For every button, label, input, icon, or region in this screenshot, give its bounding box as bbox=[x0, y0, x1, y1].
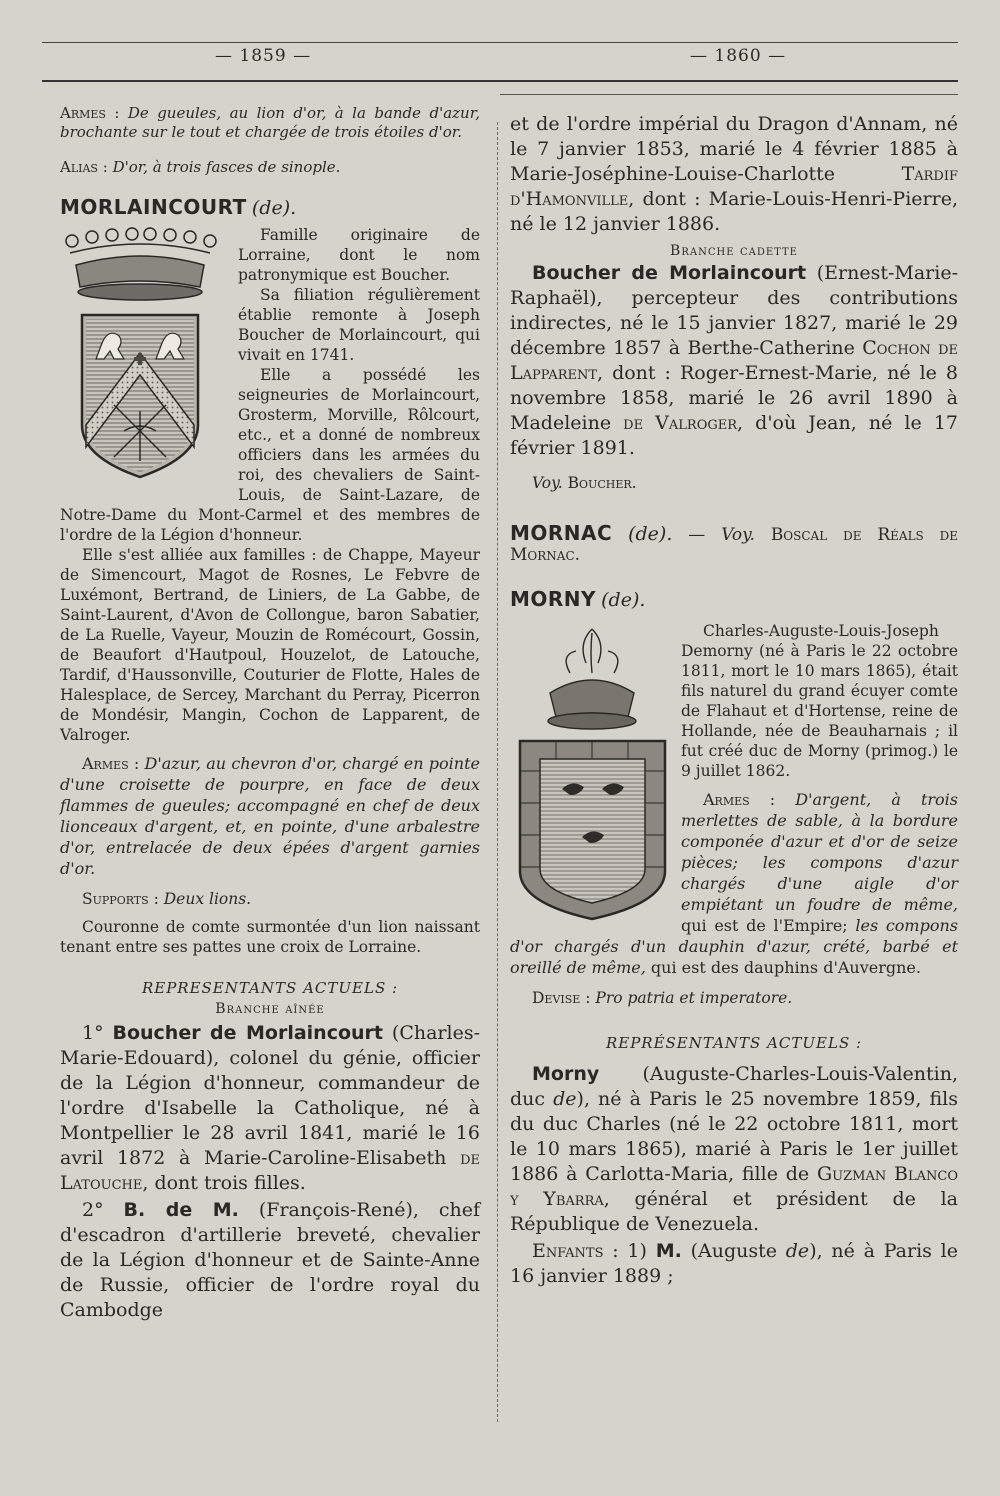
morlaincourt-armes: Armes : D'azur, au chevron d'or, chargé en pointe d'une croisette de pourpre, en face de deux flammes de gueules; accompagné en chef de deux lionceaux d'argent, et, en pointe, d'une arbalestre d'or, entrelacée de deux épées d'argent garnies d'or. bbox=[60, 754, 480, 878]
right-page-number: — 1860 — bbox=[690, 46, 787, 66]
item-1: 1° Boucher de Morlaincourt (Charles-Marie-Edouard), colonel du génie, officier de la Légion d'honneur, commandeur de l'ordre d'Isabelle la Catholique, né à Montpellier le 28 avril 1841, marié le 16 avril 1872 à Marie-Caroline-Elisabeth de Latouche, dont trois filles. bbox=[60, 1022, 480, 1194]
morlaincourt-alliances: Elle s'est alliée aux familles : de Chappe, Mayeur de Simencourt, Magot de Rosnes, Le Febvre de Luxémont, Bertrand, de Liniers, de La Gabbe, de Saint-Laurent, d'Avon de Collongue, baron Sabatier, de La Ruelle, Vayeur, Mouzin de Romécourt, Gossin, de Beaufort d'Hautpoul, Houzelot, de Latouche, Tardif, d'Haussonville, Couturier de Flotte, Hales de Halesplace, de Sercey, Marchant du Perray, Picerron de Mondésir, Mangin, Cochon de Lapparent, de Valroger. bbox=[60, 546, 480, 744]
count-crown-icon bbox=[66, 228, 216, 300]
morny-body bbox=[510, 621, 958, 978]
cadette-entry: Boucher de Morlaincourt (Ernest-Marie-Raphaël), percepteur des contributions indirectes, né le 15 janvier 1827, marié le 29 décembre 1857 à Berthe-Catherine Cochon de Lapparent, dont : Roger-Ernest-Marie, né le 8 novembre 1858, marié le 26 avril 1890 à Madeleine de Valroger, d'où Jean, né le 17 février 1891. bbox=[510, 262, 959, 459]
entry-heading: MORLAINCOURT (de). bbox=[60, 195, 297, 219]
item-2: 2° B. de M. (François-René), chef d'escadron d'artillerie breveté, chevalier de la Légion d'honneur et de Sainte-Anne de Russie, officier de l'ordre royal du Cambodge bbox=[60, 1199, 481, 1321]
voy-boucher: Voy. Boucher. bbox=[532, 474, 637, 492]
morny-intro: Charles-Auguste-Louis-Joseph Demorny (né à Paris le 22 octobre 1811, mort le 10 mars 1865), était fils naturel du grand écuyer comte de Flahaut et d'Hortense, reine de Hollande, née de Beauharnais ; il fut créé duc de Morny (primog.) le 9 juillet 1862. bbox=[681, 622, 958, 780]
ducal-arms-icon bbox=[510, 621, 675, 921]
top-rule bbox=[42, 42, 958, 43]
right-column bbox=[510, 112, 958, 1289]
column-divider bbox=[497, 122, 499, 1422]
branche-cadette-heading: Branche cadette bbox=[670, 243, 798, 259]
morlaincourt-intro: Famille originaire de Lorraine, dont le nom patronymique est Boucher. bbox=[238, 226, 480, 284]
representants-heading-left: REPRESENTANTS ACTUELS : bbox=[141, 979, 399, 997]
supports-line: Supports : Deux lions. bbox=[82, 890, 252, 908]
header-rule-right bbox=[500, 94, 958, 95]
enfants-line: Enfants : 1) M. (Auguste de), né à Paris le 16 janvier 1889 ; bbox=[510, 1240, 958, 1287]
morlaincourt-body bbox=[60, 225, 480, 745]
left-column bbox=[60, 104, 480, 1323]
morlaincourt-seigneuries: Elle a possédé les seigneuries de Morlaincourt, Grosterm, Morville, Rôlcourt, etc., et a donné de nombreux officiers dans les armées du roi, des chevaliers de Saint-Louis, de Saint-Lazare, de Notre-Dame du Mont-Carmel et des membres de l'ordre de la Légion d'honneur. bbox=[60, 366, 480, 544]
header-rule bbox=[42, 80, 958, 82]
continued-entry: et de l'ordre impérial du Dragon d'Annam, né le 7 janvier 1853, marié le 4 février 1885 à Marie-Joséphine-Louise-Charlotte Tardif d'Hamonville, dont : Marie-Louis-Henri-Pierre, né le 12 janvier 1886. bbox=[510, 113, 958, 235]
representants-heading-right: REPRÉSENTANTS ACTUELS : bbox=[605, 1034, 863, 1052]
mornac-entry: MORNAC (de). — Voy. Boscal de Réals de Mornac. bbox=[510, 521, 959, 565]
armes-intro: Armes : De gueules, au lion d'or, à la bande d'azur, brochante sur le tout et chargée de trois étoiles d'or. bbox=[60, 104, 480, 141]
morny-representant: Morny (Auguste-Charles-Louis-Valentin, duc de), né à Paris le 25 novembre 1859, fils du duc Charles (né le 22 octobre 1811, mort le 10 mars 1865), marié à Paris le 1er juillet 1886 à Carlotta-Maria, fille de Guzman Blanco y Ybarra, général et président de la République de Venezuela. bbox=[510, 1063, 958, 1235]
morny-arms-illustration bbox=[510, 621, 675, 921]
morlaincourt-arms-illustration bbox=[50, 225, 230, 493]
coat-of-arms-icon bbox=[50, 225, 230, 493]
devise-line: Devise : Pro patria et imperatore. bbox=[532, 989, 793, 1007]
morny-armes: Armes : D'argent, à trois merlettes de sable, à la bordure componée d'azur et d'or de seize pièces; les compons d'azur chargés d'une aigle d'or empiétant un foudre de même, qui est de l'Empire; les compons d'or chargés d'un dauphin d'azur, crété, barbé et oreillé de même, qui est des dauphins d'Auvergne. bbox=[510, 790, 958, 977]
left-page-number: — 1859 — bbox=[215, 46, 312, 66]
ducal-crown-icon bbox=[548, 629, 636, 729]
morny-heading: MORNY (de). bbox=[510, 587, 646, 611]
morlaincourt-filiation: Sa filiation régulièrement établie remonte à Joseph Boucher de Morlaincourt, qui vivait en 1741. bbox=[238, 286, 480, 364]
branche-ainee-heading: Branche aînée bbox=[215, 1001, 325, 1017]
alias-line: Alias : D'or, à trois fasces de sinople. bbox=[60, 158, 341, 176]
couronne-line: Couronne de comte surmontée d'un lion naissant tenant entre ses pattes une croix de Lorraine. bbox=[60, 918, 480, 956]
